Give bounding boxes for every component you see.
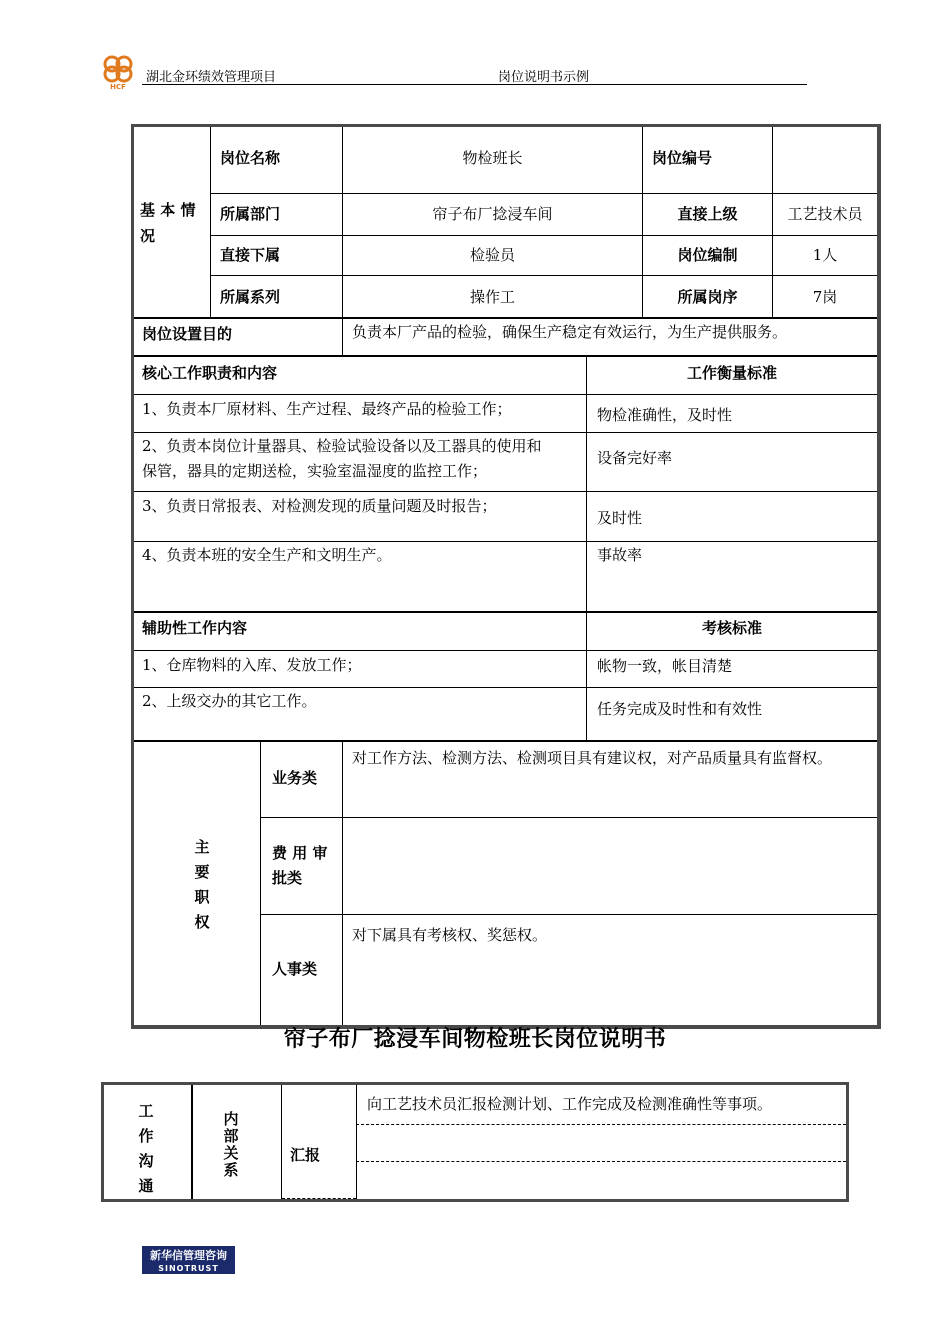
logo-text: HCF [110, 83, 126, 90]
core-duty-2-line2: 保管，器具的定期送检，实验室温湿度的监控工作； [142, 462, 488, 480]
series-value: 操作工 [469, 288, 515, 306]
core-standard-3: 及时性 [597, 509, 643, 527]
core-duty-1: 1、负责本厂原材料、生产过程、最终产品的检验工作； [142, 400, 512, 418]
authority-personnel-label: 人事类 [272, 960, 318, 978]
authority-business-text: 对工作方法、检测方法、检测项目具有建议权，对产品质量具有监督权。 [352, 749, 833, 767]
communication-table [101, 1082, 849, 1202]
purpose-label: 岗位设置目的 [142, 325, 233, 343]
aux-standard-header: 考核标准 [701, 619, 762, 637]
authority-business-label: 业务类 [272, 769, 318, 787]
core-duty-4: 4、负责本班的安全生产和文明生产。 [142, 546, 392, 564]
aux-duty-1: 1、仓库物料的入库、发放工作； [142, 656, 362, 674]
department-label: 所属部门 [220, 205, 281, 223]
aux-standard-1: 帐物一致，帐目清楚 [597, 657, 733, 675]
communication-label: 工 作 沟 通 [138, 1102, 154, 1195]
sinotrust-logo-en: SINOTRUST [158, 1264, 219, 1273]
core-standard-4: 事故率 [597, 546, 643, 564]
document-title: 帘子布厂捻浸车间物检班长岗位说明书 [283, 1027, 667, 1052]
series-label: 所属系列 [220, 288, 281, 306]
core-duty-3: 3、负责日常报表、对检测发现的质量问题及时报告； [142, 497, 497, 515]
core-duty-2-line1: 2、负责本岗位计量器具、检验试验设备以及工器具的使用和 [142, 437, 542, 455]
sinotrust-logo [142, 1246, 235, 1274]
authority-label: 主 要 职 权 [194, 838, 210, 931]
supervisor-value: 工艺技术员 [787, 205, 863, 223]
authority-personnel-text: 对下属具有考核权、奖惩权。 [352, 926, 548, 944]
header-rule [142, 84, 807, 85]
sinotrust-logo-cn: 新华信管理咨询 [150, 1249, 227, 1262]
aux-duty-2: 2、上级交办的其它工作。 [142, 692, 317, 710]
supervisor-label: 直接上级 [677, 205, 738, 223]
grade-value: 7岗 [812, 288, 838, 306]
purpose-text: 负责本厂产品的检验，确保生产稳定有效运行，为生产提供服务。 [352, 323, 788, 341]
subordinate-label: 直接下属 [220, 246, 281, 264]
grade-label: 所属岗序 [677, 288, 738, 306]
position-name-label: 岗位名称 [220, 149, 281, 167]
core-standard-header: 工作衡量标准 [686, 364, 777, 382]
report-text: 向工艺技术员汇报检测计划、工作完成及检测准确性等事项。 [367, 1095, 773, 1113]
aux-duties-header: 辅助性工作内容 [142, 619, 248, 637]
core-duties-header: 核心工作职责和内容 [142, 364, 278, 382]
subordinate-value: 检验员 [469, 246, 515, 264]
headcount-value: 1人 [812, 246, 838, 264]
document-type: 岗位说明书示例 [498, 70, 590, 85]
report-label: 汇报 [290, 1146, 321, 1164]
position-name-value: 物检班长 [462, 149, 523, 167]
department-value: 帘子布厂捻浸车间 [432, 205, 553, 223]
project-name: 湖北金环绩效管理项目 [146, 70, 277, 85]
hcf-logo [100, 54, 140, 90]
authority-expense-label-line1: 费 用 审 [272, 844, 328, 862]
core-standard-1: 物检准确性，及时性 [597, 406, 733, 424]
headcount-label: 岗位编制 [677, 246, 738, 264]
aux-standard-2: 任务完成及时性和有效性 [597, 700, 763, 718]
job-description-table [131, 124, 881, 1029]
position-code-label: 岗位编号 [652, 149, 713, 167]
basic-info-label: 基 本 情 况 [140, 201, 196, 245]
core-standard-2: 设备完好率 [597, 449, 673, 467]
internal-relations-label: 内 部 关 系 [223, 1110, 239, 1179]
authority-expense-label-line2: 批类 [272, 869, 303, 887]
